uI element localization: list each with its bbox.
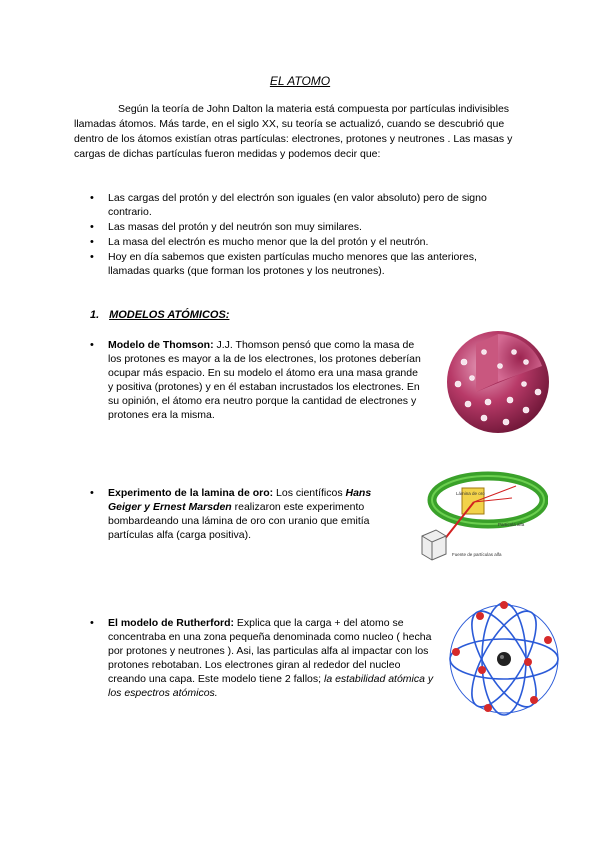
thomson-model-image <box>444 322 552 442</box>
thomson-block <box>90 338 425 423</box>
rutherford-label: El modelo de Rutherford: <box>108 617 234 629</box>
thomson-label: Modelo de Thomson: <box>108 339 214 351</box>
gold-foil-label: Experimento de la lamina de oro: <box>108 487 274 499</box>
intro-paragraph <box>74 102 524 162</box>
gold-foil-text-1: Los científicos <box>273 487 346 499</box>
section-title: MODELOS ATÓMICOS: <box>109 309 230 321</box>
intro-text: Según la teoría de John Dalton la materia está compuesta por partículas indivisibles llamadas átomos. Más tarde, en el siglo XX, su teoría se actualizó, cuando se descubrió que dentro de los átomos existían otras partículas: electrones, protones y neutrones . Las masas y cargas de dichas partículas fueron medidas y podemos decir que: <box>74 103 513 160</box>
diagram-label-source: Fuente de partículas alfa <box>452 552 502 557</box>
diagram-label-alpha: Partícula alfa <box>498 522 525 527</box>
list-item: • Las masas del protón y del neutrón son muy similares. <box>90 220 510 234</box>
list-item: • Las cargas del protón y del electrón son iguales (en valor absoluto) pero de signo contrario. <box>90 191 510 219</box>
rutherford-italic: la estabilidad atómica y los espectros atómicos. <box>108 673 434 699</box>
thomson-item <box>90 338 425 422</box>
scientists-names: Hans Geiger y Ernest Marsden <box>108 487 372 513</box>
rutherford-item <box>90 616 435 700</box>
gold-foil-diagram <box>416 464 548 568</box>
page-title: EL ATOMO <box>269 74 331 88</box>
list-item: • Hoy en día sabemos que existen partículas mucho menores que las anteriores, llamadas quarks (que forman los protones y los neutrones). <box>90 250 510 278</box>
rutherford-block <box>90 616 435 701</box>
list-item: • La masa del electrón es mucho menor que la del protón y el neutrón. <box>90 235 510 249</box>
section-heading <box>90 309 229 321</box>
thomson-text: J.J. Thomson pensó que como la masa de los protones es mayor a la de los electrones, los protones deberían ocupar más espacio. En su modelo el átomo era una masa grande y positiva (protones) y en él estaban incrustados los electrones. En su opinión, el átomo era neutro porque la cantidad de electrones y protones era la misma. <box>108 339 421 421</box>
rutherford-text: Explica que la carga + del atomo se concentraba en una zona pequeña denominada como nucleo ( hecha por protones y neutrones ). Asi, las particulas alfa al impactar con los protones rebotaban. Los electrones giran al rededor del nucleo creando una capa. Este modelo tiene 2 fallos; <box>108 617 432 685</box>
section-number: 1. <box>90 309 100 321</box>
diagram-label-foil: Lámina de oro <box>456 491 485 496</box>
gold-foil-text-2: realizaron este experimento bombardeando una lámina de oro con uranio que emitía partículas alfa (carga positiva). <box>108 501 370 541</box>
facts-list <box>90 191 510 279</box>
gold-foil-item <box>90 486 405 542</box>
rutherford-model-image <box>444 596 564 722</box>
gold-foil-block <box>90 486 405 543</box>
